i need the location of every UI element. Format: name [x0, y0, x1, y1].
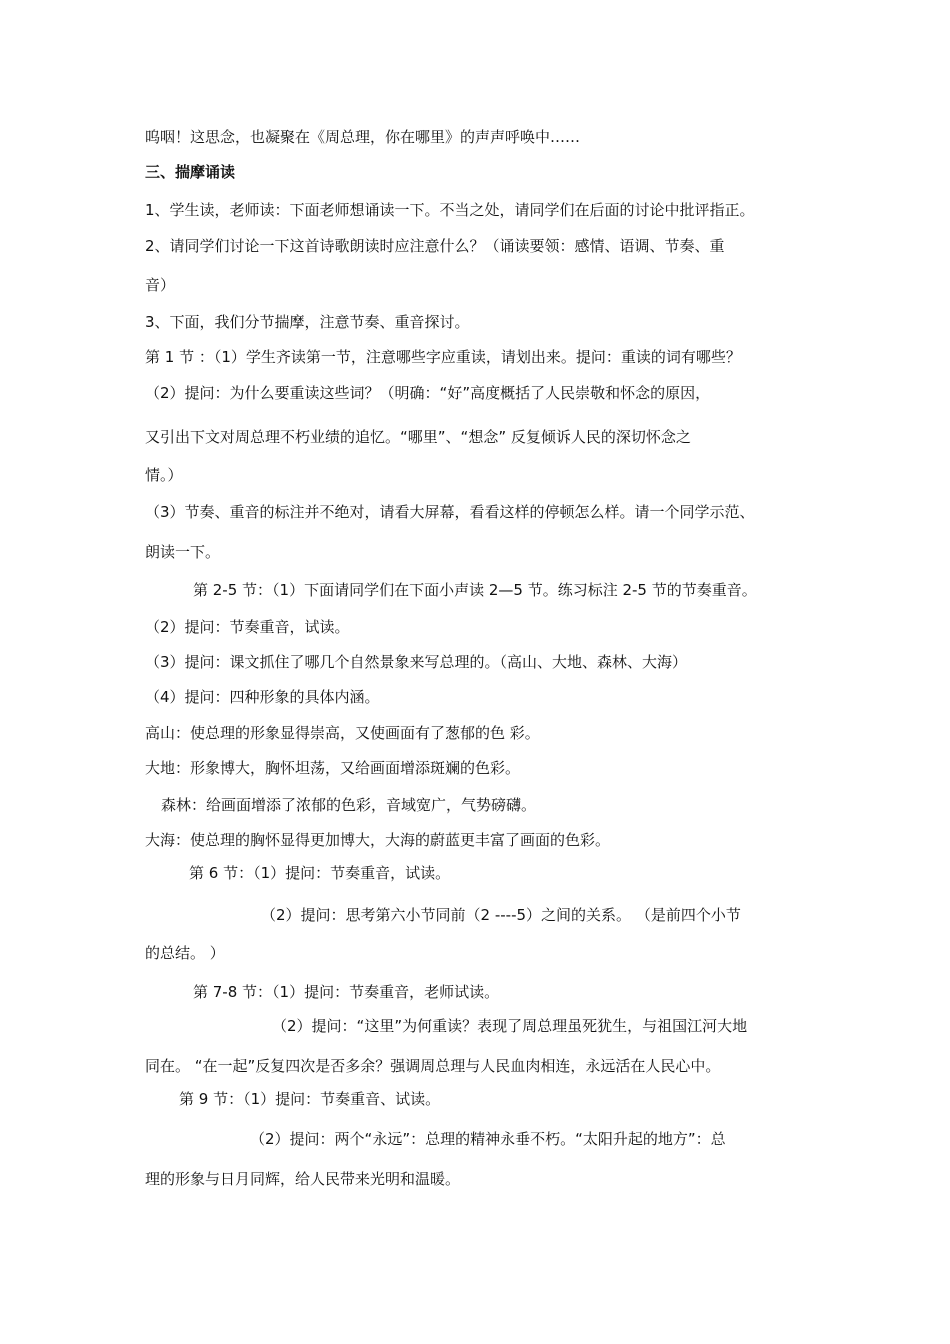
text-line: （2）提问：两个“永远”：总理的精神永垂不朽。“太阳升起的地方”：总	[250, 1130, 726, 1148]
text-line: 大地：形象博大，胸怀坦荡，又给画面增添斑斓的色彩。	[145, 759, 521, 777]
text-line: （2）提问：思考第六小节同前（2 ----5）之间的关系。 （是前四个小节	[261, 906, 741, 924]
text-line: 第 1 节 ：（1）学生齐读第一节，注意哪些字应重读，请划出来。提问：重读的词有哪些？	[145, 348, 741, 366]
section-heading: 三、揣摩诵读	[145, 163, 236, 181]
text-line: 高山：使总理的形象显得崇高，又使画面有了葱郁的色 彩。	[145, 724, 540, 742]
text-line: （2）提问：为什么要重读这些词？（明确：“好”高度概括了人民崇敬和怀念的原因，	[145, 384, 711, 402]
text-line: （2）提问：“这里”为何重读？表现了周总理虽死犹生，与祖国江河大地	[272, 1017, 748, 1035]
text-line: 第 9 节：（1）提问：节奏重音、试读。	[179, 1090, 441, 1108]
text-line: 第 2-5 节：（1）下面请同学们在下面小声读 2—5 节。练习标注 2-5 节的节奏重音。	[193, 581, 757, 599]
text-line: 第 7-8 节：（1）提问：节奏重音，老师试读。	[193, 983, 500, 1001]
text-line: 的总结。 ）	[145, 944, 225, 962]
text-line: 理的形象与日月同辉，给人民带来光明和温暖。	[145, 1170, 461, 1188]
text-line: （4）提问：四种形象的具体内涵。	[145, 688, 380, 706]
text-line: 同在。 “在一起”反复四次是否多余？强调周总理与人民血肉相连，永远活在人民心中。	[145, 1057, 721, 1075]
text-line: 情。）	[145, 466, 183, 484]
text-line: 又引出下文对周总理不朽业绩的追忆。“哪里”、“想念” 反复倾诉人民的深切怀念之	[145, 428, 691, 446]
text-line: （3）节奏、重音的标注并不绝对，请看大屏幕，看看这样的停顿怎么样。请一个同学示范、	[145, 503, 755, 521]
text-line: 大海：使总理的胸怀显得更加博大，大海的蔚蓝更丰富了画面的色彩。	[145, 831, 611, 849]
text-line: 森林：给画面增添了浓郁的色彩，音域宽广，气势磅礴。	[161, 796, 537, 814]
text-line: 音）	[145, 276, 176, 294]
text-line: 3、下面，我们分节揣摩，注意节奏、重音探讨。	[145, 313, 470, 331]
text-line: （3）提问：课文抓住了哪几个自然景象来写总理的。（高山、大地、森林、大海）	[145, 653, 688, 671]
text-line: 2、请同学们讨论一下这首诗歌朗读时应注意什么？（诵读要领：感情、语调、节奏、重	[145, 237, 725, 255]
text-line: 第 6 节：（1）提问：节奏重音，试读。	[189, 864, 451, 882]
text-line: 1、学生读，老师读：下面老师想诵读一下。不当之处，请同学们在后面的讨论中批评指正。	[145, 201, 755, 219]
text-line: （2）提问：节奏重音，试读。	[145, 618, 350, 636]
text-line: 呜咽！这思念，也凝聚在《周总理，你在哪里》的声声呼唤中……	[145, 128, 581, 146]
text-line: 朗读一下。	[145, 543, 221, 561]
